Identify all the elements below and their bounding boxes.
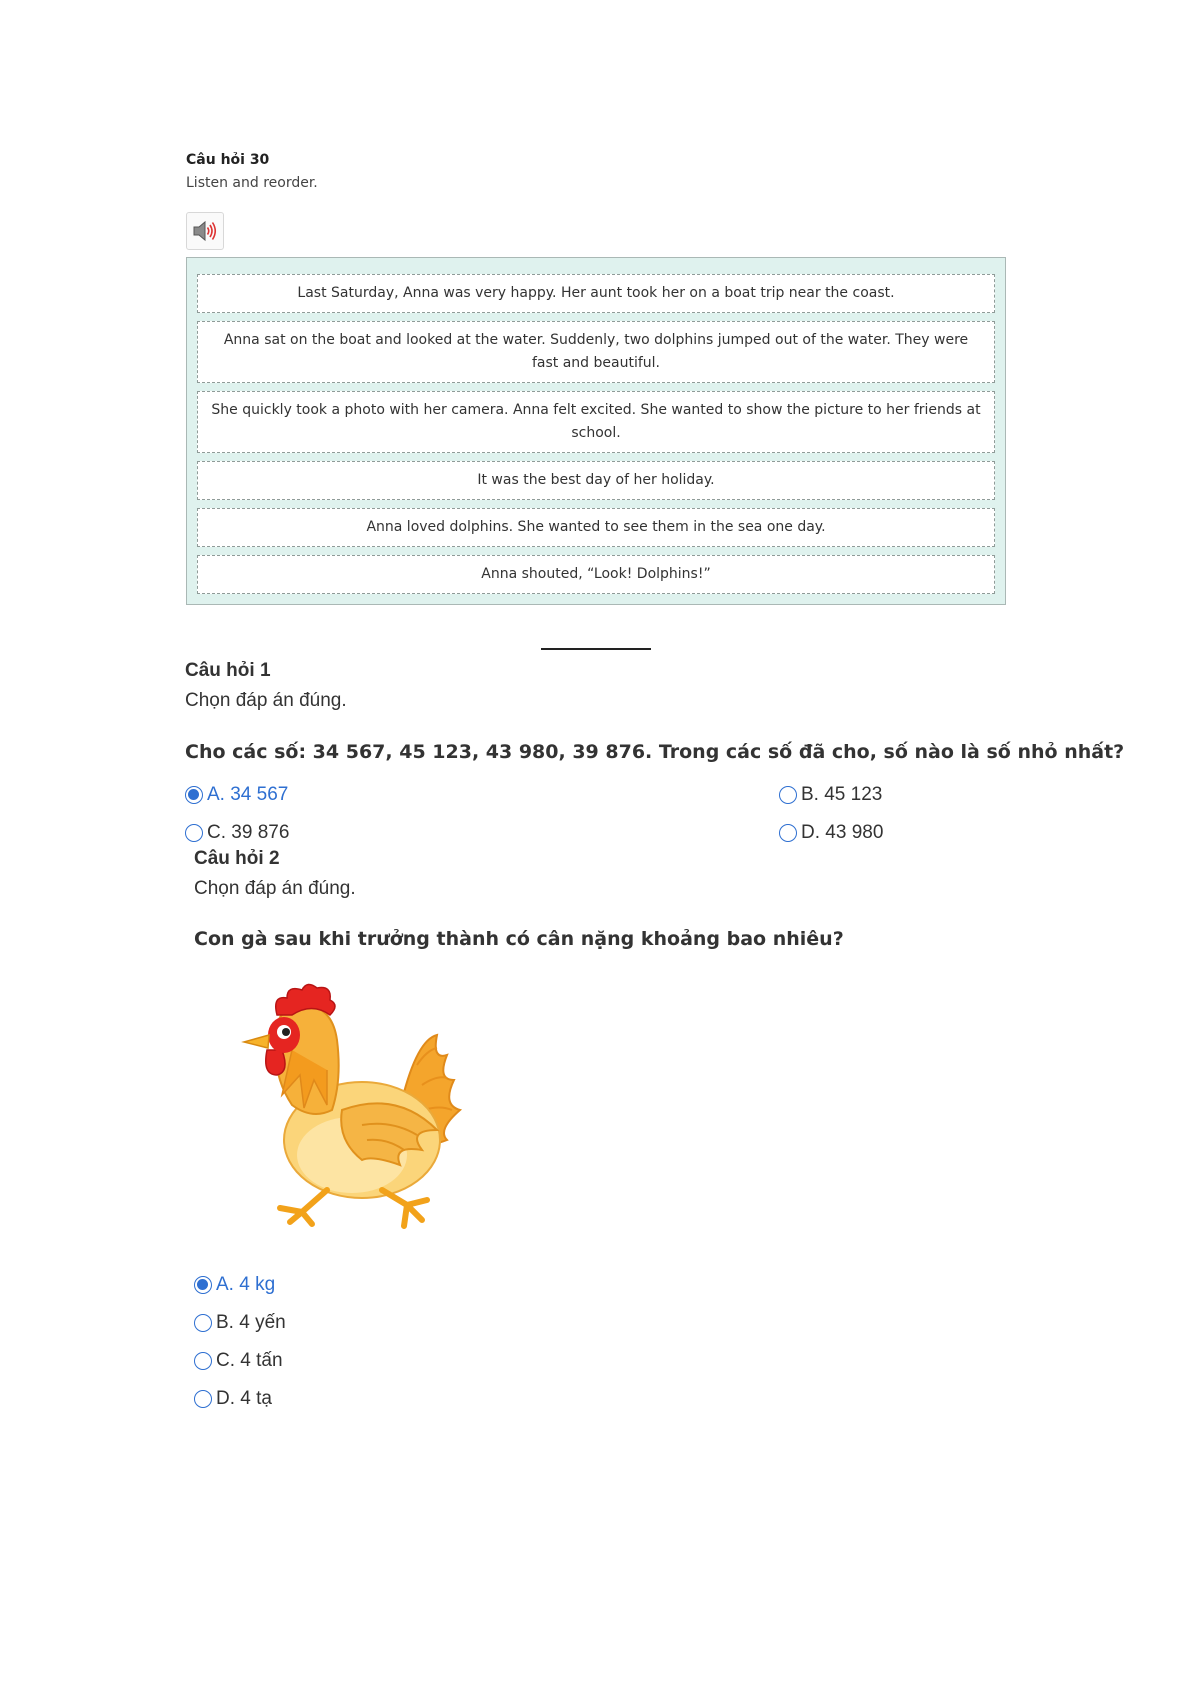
radio-button[interactable]	[779, 786, 797, 804]
radio-button[interactable]	[779, 824, 797, 842]
radio-button[interactable]	[194, 1276, 212, 1294]
option-a[interactable]	[194, 1274, 275, 1296]
option-c[interactable]	[194, 1350, 283, 1372]
reorder-item[interactable]: It was the best day of her holiday.	[197, 461, 995, 500]
option-d[interactable]	[194, 1388, 272, 1410]
radio-button[interactable]	[194, 1352, 212, 1370]
question-30	[186, 150, 1006, 582]
question-title: Câu hỏi 30	[186, 152, 270, 168]
radio-button[interactable]	[194, 1314, 212, 1332]
question-instruction: Chọn đáp án đúng.	[185, 690, 347, 711]
question-title: Câu hỏi 1	[185, 660, 271, 681]
option-d[interactable]	[779, 822, 883, 844]
reorder-item[interactable]: She quickly took a photo with her camera. Anna felt excited. She wanted to show the picture to her friends at school.	[197, 391, 995, 453]
option-label: D. 4 tạ	[216, 1388, 272, 1409]
option-label: C. 4 tấn	[216, 1350, 283, 1371]
option-label: A. 4 kg	[216, 1274, 276, 1295]
reorder-item[interactable]: Anna shouted, “Look! Dolphins!”	[197, 555, 995, 594]
audio-play-button[interactable]	[186, 212, 224, 250]
reorder-item[interactable]: Last Saturday, Anna was very happy. Her aunt took her on a boat trip near the coast.	[197, 274, 995, 313]
hen-illustration	[232, 980, 472, 1230]
reorder-item[interactable]: Anna loved dolphins. She wanted to see them in the sea one day.	[197, 508, 995, 547]
option-a[interactable]	[185, 784, 288, 806]
section-divider	[541, 648, 651, 650]
speaker-icon	[192, 220, 218, 242]
radio-button[interactable]	[185, 786, 203, 804]
question-instruction: Chọn đáp án đúng.	[194, 878, 356, 899]
option-b[interactable]	[194, 1312, 286, 1334]
option-label: C. 39 876	[207, 822, 290, 843]
option-label: D. 43 980	[801, 822, 884, 843]
option-label: B. 45 123	[801, 784, 883, 805]
option-label: B. 4 yến	[216, 1312, 286, 1333]
question-1-header	[185, 659, 347, 713]
question-instruction: Listen and reorder.	[186, 175, 318, 191]
radio-button[interactable]	[185, 824, 203, 842]
question-2-header	[194, 847, 356, 901]
question-text: Cho các số: 34 567, 45 123, 43 980, 39 876. Trong các số đã cho, số nào là số nhỏ nhất?	[185, 741, 1125, 763]
option-label: A. 34 567	[207, 784, 289, 805]
option-c[interactable]	[185, 822, 289, 844]
question-text: Con gà sau khi trưởng thành có cân nặng khoảng bao nhiêu?	[194, 928, 844, 950]
option-b[interactable]	[779, 784, 882, 806]
question-title: Câu hỏi 2	[194, 848, 280, 869]
reorder-item[interactable]: Anna sat on the boat and looked at the water. Suddenly, two dolphins jumped out of the water. They were fast and beautiful.	[197, 321, 995, 383]
radio-button[interactable]	[194, 1390, 212, 1408]
reorder-container	[186, 257, 1006, 605]
